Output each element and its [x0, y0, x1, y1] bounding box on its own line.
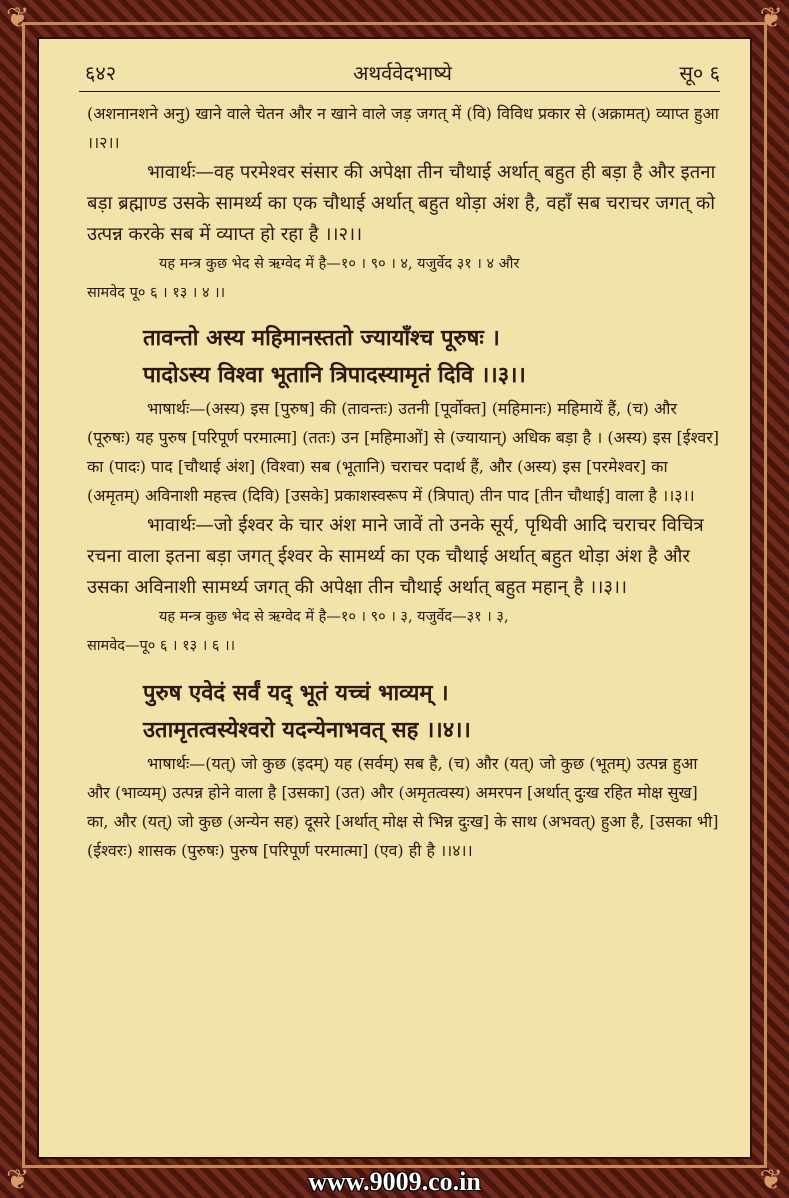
corner-swirl-icon: ❦: [6, 1, 30, 34]
reference-line: सामवेद—पू० ६ । १३ । ६ ।।: [87, 638, 236, 654]
corner-swirl-icon: ❦: [759, 1, 783, 34]
mantra-line: उतामृतत्वस्येश्वरो यदन्येनाभवत् सह ।।४।।: [143, 717, 471, 743]
page-body: [87, 99, 722, 865]
commentary-paragraph: भावार्थः—जो ईश्वर के चार अंश माने जावें तो उनके सूर्य, पृथिवी आदि चराचर विचित्र रचना वाला इतना बड़ा जगत् ईश्वर के सामर्थ्य का एक चौथाई अर्थात् बहुत थोड़ा अंश है और उसका अविनाशी सामर्थ्य जगत् की अपेक्षा तीन चौथाई अर्थात् बहुत महान् है ।।३।।: [87, 515, 704, 598]
reference-line: यह मन्त्र कुछ भेद से ऋग्वेद में है—१० । ९० । ४, यजुर्वेद ३१ । ४ और: [159, 256, 520, 272]
section-label: सू० ६: [679, 61, 720, 85]
website-watermark: www.9009.co.in: [308, 1167, 481, 1196]
page-title: अथर्ववेदभाष्ये: [353, 61, 452, 85]
book-page: [37, 37, 752, 1159]
translation-paragraph: (अशनानशने अनु) खाने वाले चेतन और न खाने वाले जड़ जगत् में (वि) विविध प्रकार से (अक्रामत्) व्याप्त हुआ ।।२।।: [87, 104, 719, 152]
header-rule: [79, 91, 720, 92]
translation-paragraph: भाषार्थः—(यत्) जो कुछ (इदम्) यह (सर्वम्) सब है, (च) और (यत्) जो कुछ (भूतम्) उत्पन्न हुआ और (भाव्यम्) उत्पन्न होने वाला है [उसका] (उत) और (अमृतत्वस्य) अमरपन [अर्थात् दुःख रहित मोक्ष सुख] का, और (यत्) जो कुछ (अन्येन सह) दूसरे [अर्थात् मोक्ष से भिन्न दुःख] के साथ (अभवत्) हुआ है, [उसका भी] (ईश्वरः) शासक (पुरुषः) पुरुष [परिपूर्ण परमात्मा] (एव) ही है ।।४।।: [87, 754, 719, 860]
page-number: ६४२: [85, 61, 117, 85]
mantra-line: तावन्तो अस्य महिमानस्ततो ज्यायाँश्च पूरुषः ।: [143, 325, 500, 351]
mantra-line: पादोऽस्य विश्वा भूतानि त्रिपादस्यामृतं दिवि ।।३।।: [143, 362, 526, 388]
commentary-paragraph: भावार्थः—वह परमेश्वर संसार की अपेक्षा तीन चौथाई अर्थात् बहुत ही बड़ा है और इतना बड़ा ब्रह्माण्ड उसके सामर्थ्य का एक चौथाई अर्थात् बहुत थोड़ा अंश है, वहाँ सब चराचर जगत् को उत्पन्न करके सब में व्याप्त हो रहा है ।।२।।: [87, 162, 716, 245]
translation-paragraph: भाषार्थः—(अस्य) इस [पुरुष] की (तावन्तः) उतनी [पूर्वोक्त] (महिमानः) महिमायें हैं, (च) और (पूरुषः) यह पुरुष [परिपूर्ण परमात्मा] (ततः) उन [महिमाओं] से (ज्यायान्) अधिक बड़ा है । (अस्य) इस [ईश्वर] का (पादः) पाद [चौथाई अंश] (विश्वा) सब (भूतानि) चराचर पदार्थ हैं, और (अस्य) इस [परमेश्वर] का (अमृतम्) अविनाशी महत्त्व (दिवि) [उसके] प्रकाशस्वरूप में (त्रिपात्) तीन पाद [तीन चौथाई] वाला है ।।३।।: [87, 399, 720, 505]
corner-swirl-icon: ❦: [6, 1163, 30, 1196]
corner-swirl-icon: ❦: [759, 1163, 783, 1196]
page-header: [85, 59, 720, 87]
mantra-line: पुरुष एवेदं सर्वं यद् भूतं यच्चं भाव्यम् ।: [143, 680, 449, 706]
reference-line: सामवेद पू० ६ । १३ । ४ ।।: [87, 285, 226, 301]
reference-line: यह मन्त्र कुछ भेद से ऋग्वेद में है—१० । ९० । ३, यजुर्वेद—३१ । ३,: [159, 609, 509, 625]
